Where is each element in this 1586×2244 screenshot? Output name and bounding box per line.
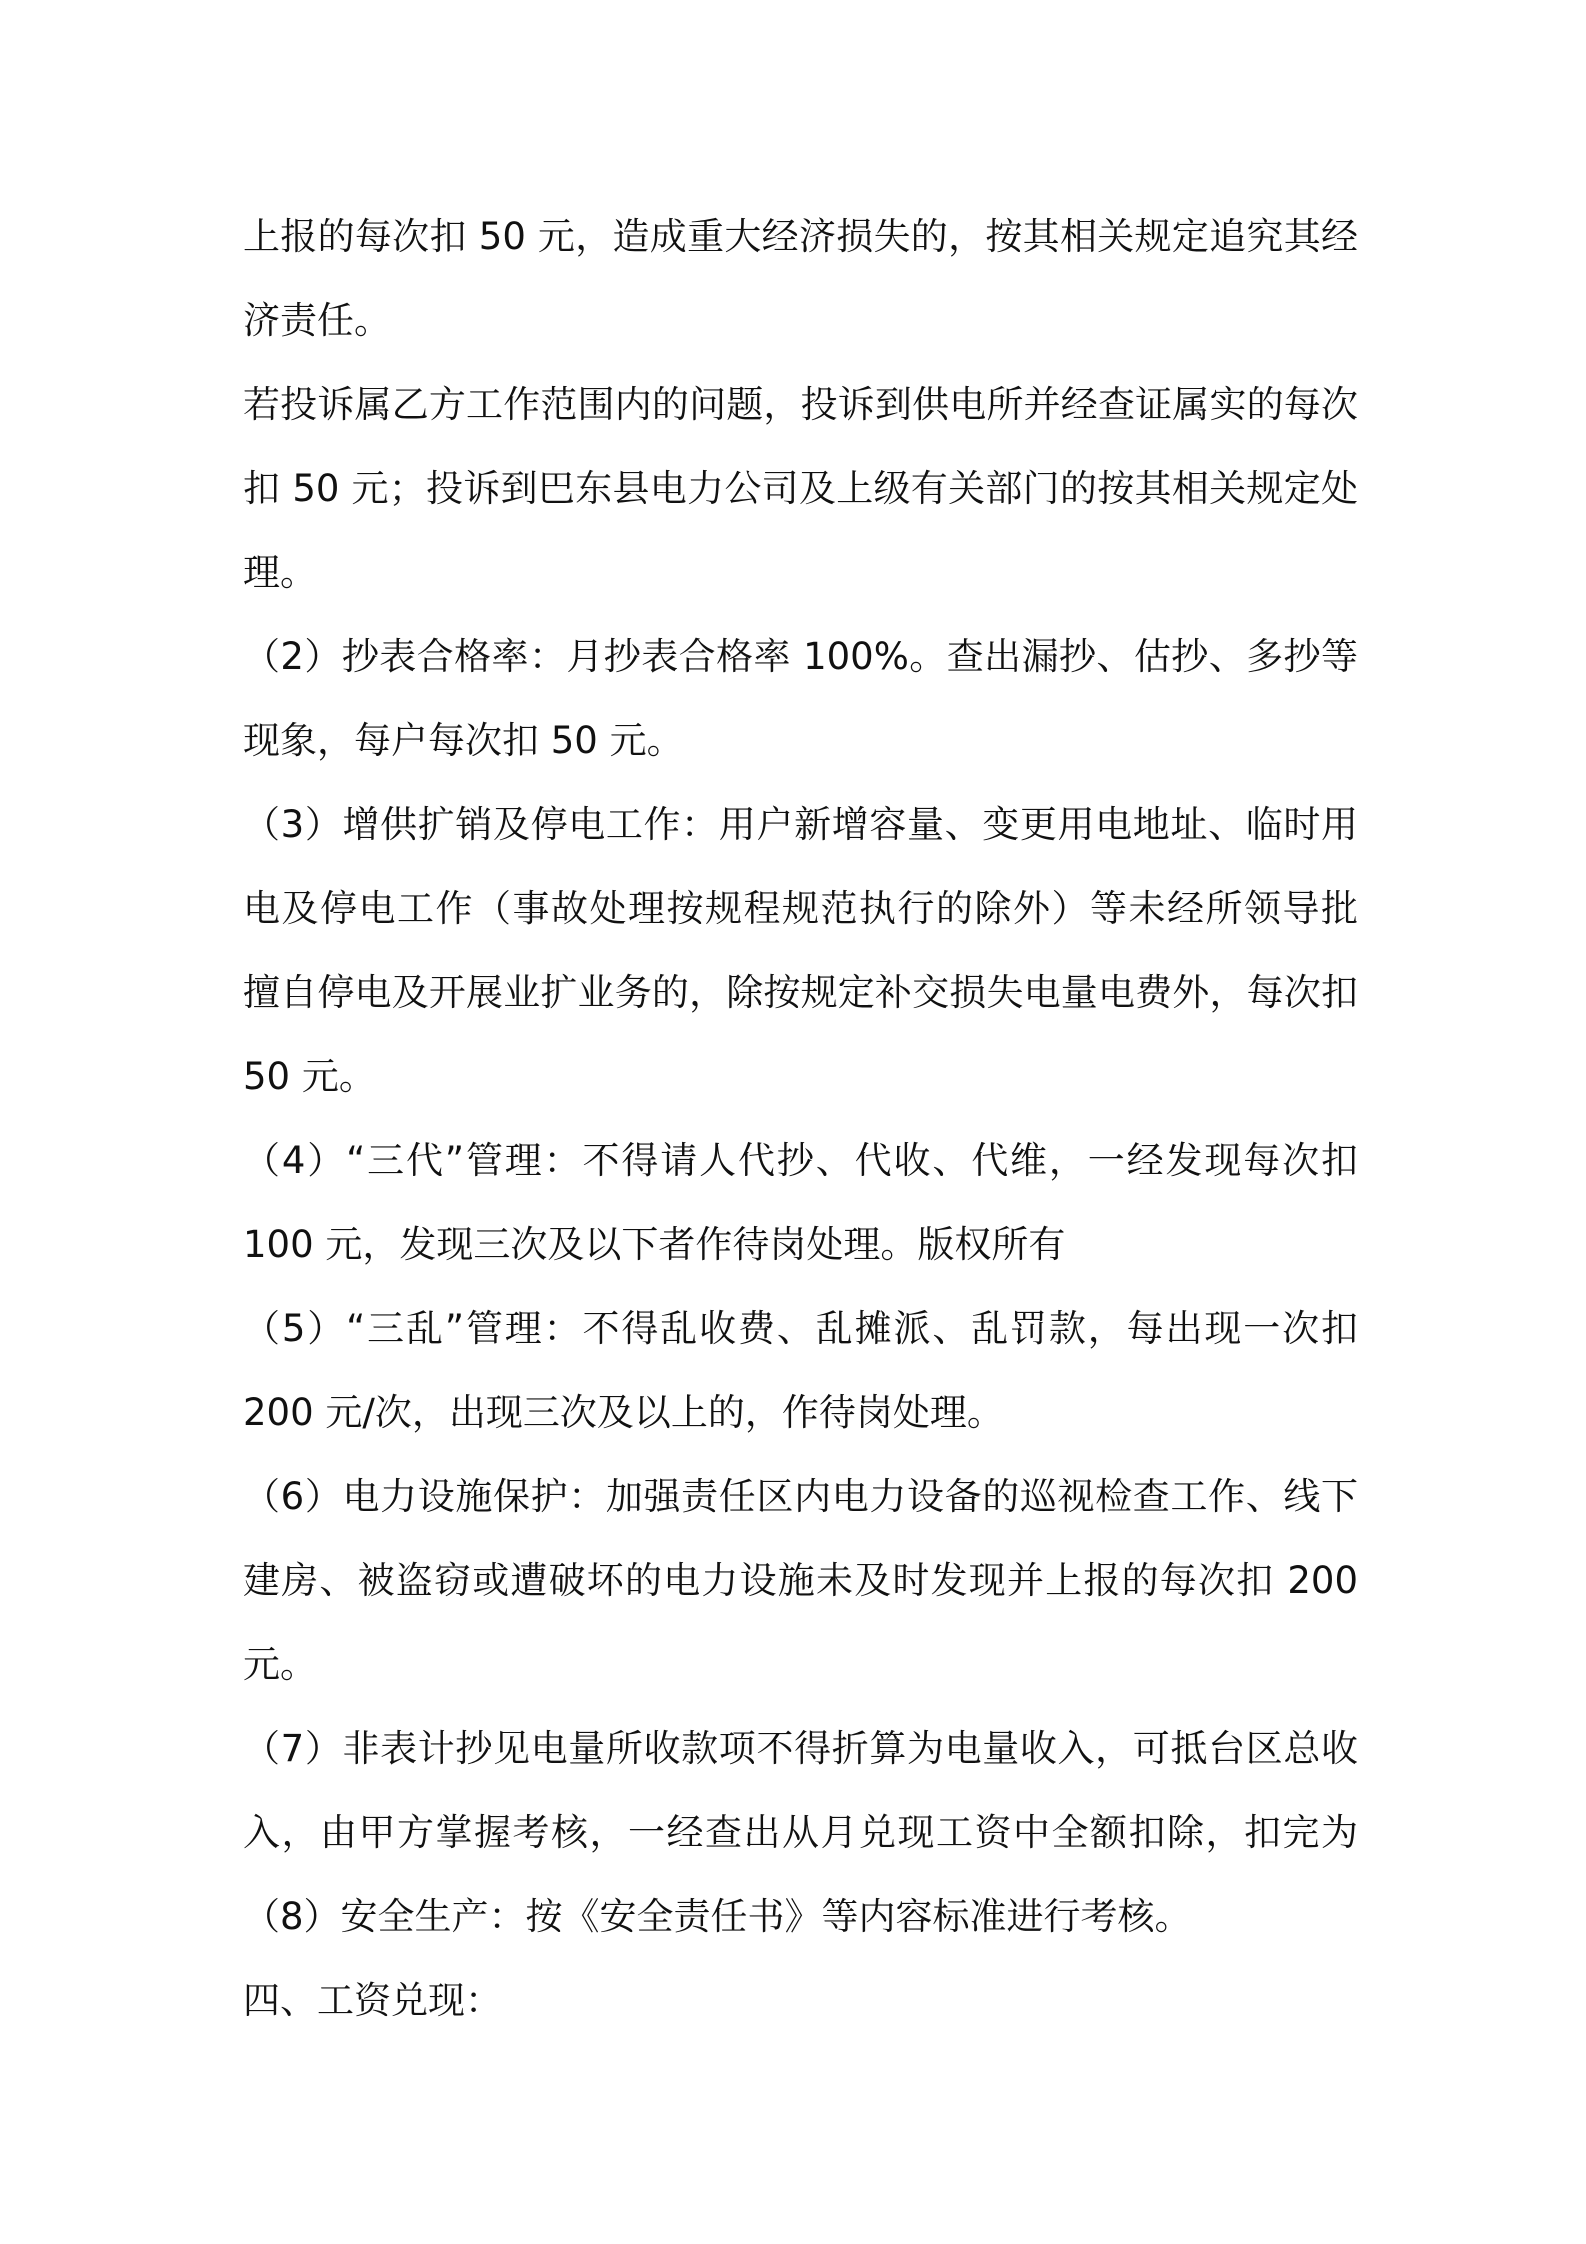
text-line-5: 理。: [243, 551, 317, 594]
text-line-4: 扣 50 元；投诉到巴东县电力公司及上级有关部门的按其相关规定处: [243, 467, 1358, 510]
text-line-17: 建房、被盗窃或遭破坏的电力设施未及时发现并上报的每次扣 200: [243, 1559, 1358, 1602]
text-line-1: 上报的每次扣 50 元，造成重大经济损失的，按其相关规定追究其经: [243, 215, 1358, 258]
text-line-16: （6）电力设施保护：加强责任区内电力设备的巡视检查工作、线下: [243, 1475, 1358, 1518]
text-line-19: （7）非表计抄见电量所收款项不得折算为电量收入，可抵台区总收: [243, 1727, 1358, 1770]
text-line-12: （4）“三代”管理：不得请人代抄、代收、代维，一经发现每次扣: [243, 1139, 1358, 1182]
text-line-2: 济责任。: [243, 299, 391, 342]
text-line-18: 元。: [243, 1643, 317, 1686]
text-line-20: 入，由甲方掌握考核，一经查出从月兑现工资中全额扣除，扣完为: [243, 1811, 1358, 1854]
document-body: [243, 195, 1358, 2043]
text-line-15: 200 元/次，出现三次及以上的，作待岗处理。: [243, 1391, 1004, 1434]
text-line-10: 擅自停电及开展业扩业务的，除按规定补交损失电量电费外，每次扣: [243, 971, 1358, 1014]
text-line-8: （3）增供扩销及停电工作：用户新增容量、变更用电地址、临时用: [243, 803, 1358, 846]
text-line-11: 50 元。: [243, 1055, 376, 1098]
text-line-7: 现象，每户每次扣 50 元。: [243, 719, 684, 762]
text-line-21: （8）安全生产：按《安全责任书》等内容标准进行考核。: [243, 1895, 1192, 1938]
text-line-13: 100 元，发现三次及以下者作待岗处理。版权所有: [243, 1223, 1066, 1266]
text-line-6: （2）抄表合格率：月抄表合格率 100%。查出漏抄、估抄、多抄等: [243, 635, 1358, 678]
section-heading: 四、工资兑现：: [243, 1979, 502, 2022]
text-line-9: 电及停电工作（事故处理按规程规范执行的除外）等未经所领导批: [243, 887, 1358, 930]
text-line-14: （5）“三乱”管理：不得乱收费、乱摊派、乱罚款，每出现一次扣: [243, 1307, 1358, 1350]
text-line-3: 若投诉属乙方工作范围内的问题，投诉到供电所并经查证属实的每次: [243, 383, 1358, 426]
